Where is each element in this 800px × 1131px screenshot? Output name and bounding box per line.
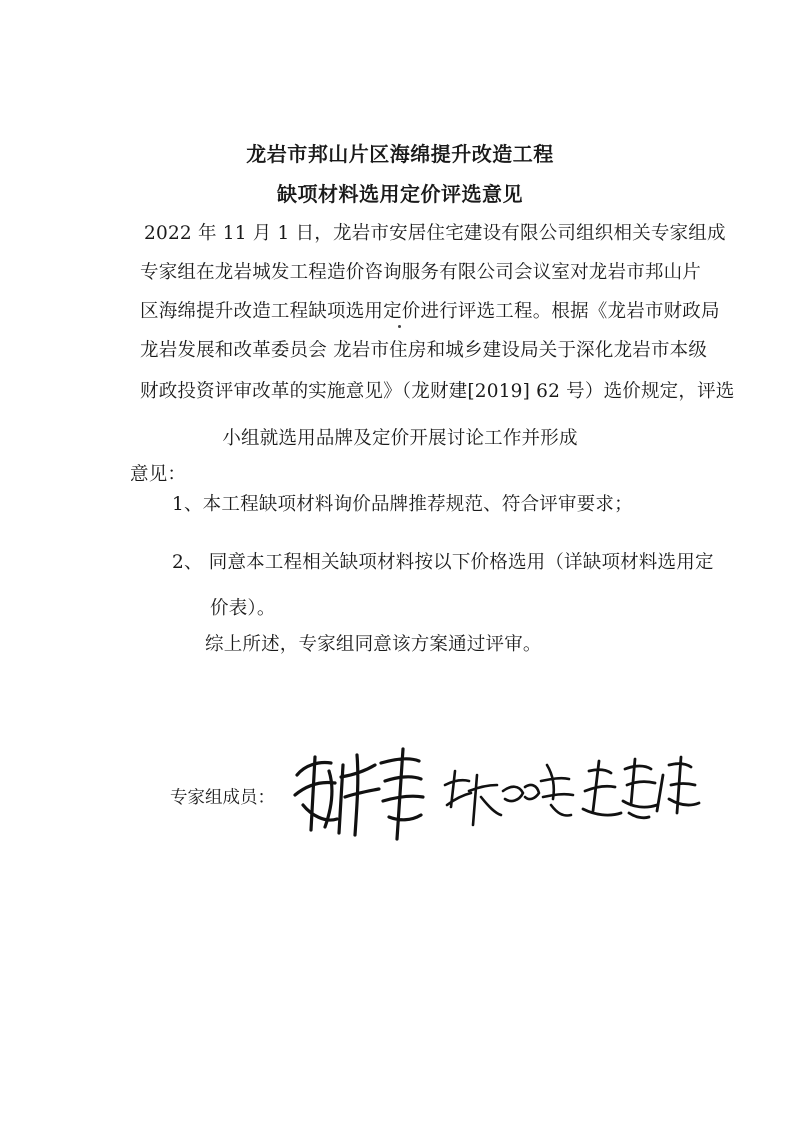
document-subtitle: 缺项材料选用定价评选意见 xyxy=(277,182,523,206)
paragraph-line: 财政投资评审改革的实施意见》（龙财建[2019] 62 号）选价规定，评选 xyxy=(140,381,735,402)
paragraph-line: 区海绵提升改造工程缺项选用定价进行评选工程。根据《龙岩市财政局 xyxy=(140,301,720,322)
opinion-item-2-continued: 价表）。 xyxy=(210,598,276,619)
signature-3 xyxy=(583,757,699,818)
signature-1 xyxy=(295,749,423,839)
paragraph-line: 专家组在龙岩城发工程造价咨询服务有限公司会议室对龙岩市邦山片 xyxy=(140,262,702,283)
scan-dot xyxy=(398,325,401,328)
paragraph-line: 龙岩发展和改革委员会 龙岩市住房和城乡建设局关于深化龙岩市本级 xyxy=(140,340,708,361)
signature-2 xyxy=(445,765,573,825)
opinion-item-2: 2、 同意本工程相关缺项材料按以下价格选用（详缺项材料选用定 xyxy=(172,552,714,573)
summary-text: 综上所述，专家组同意该方案通过评审。 xyxy=(205,634,542,655)
signature-label: 专家组成员： xyxy=(170,788,275,808)
opinion-label: 意见： xyxy=(130,464,187,485)
paragraph-line: 小组就选用品牌及定价开展讨论工作并形成 xyxy=(222,428,578,449)
handwritten-signatures xyxy=(285,735,705,845)
document-title: 龙岩市邦山片区海绵提升改造工程 xyxy=(246,142,554,166)
paragraph-line: 2022 年 11 月 1 日，龙岩市安居住宅建设有限公司组织相关专家组成 xyxy=(144,223,726,244)
opinion-item-1: 1、本工程缺项材料询价品牌推荐规范、符合评审要求； xyxy=(172,494,633,515)
